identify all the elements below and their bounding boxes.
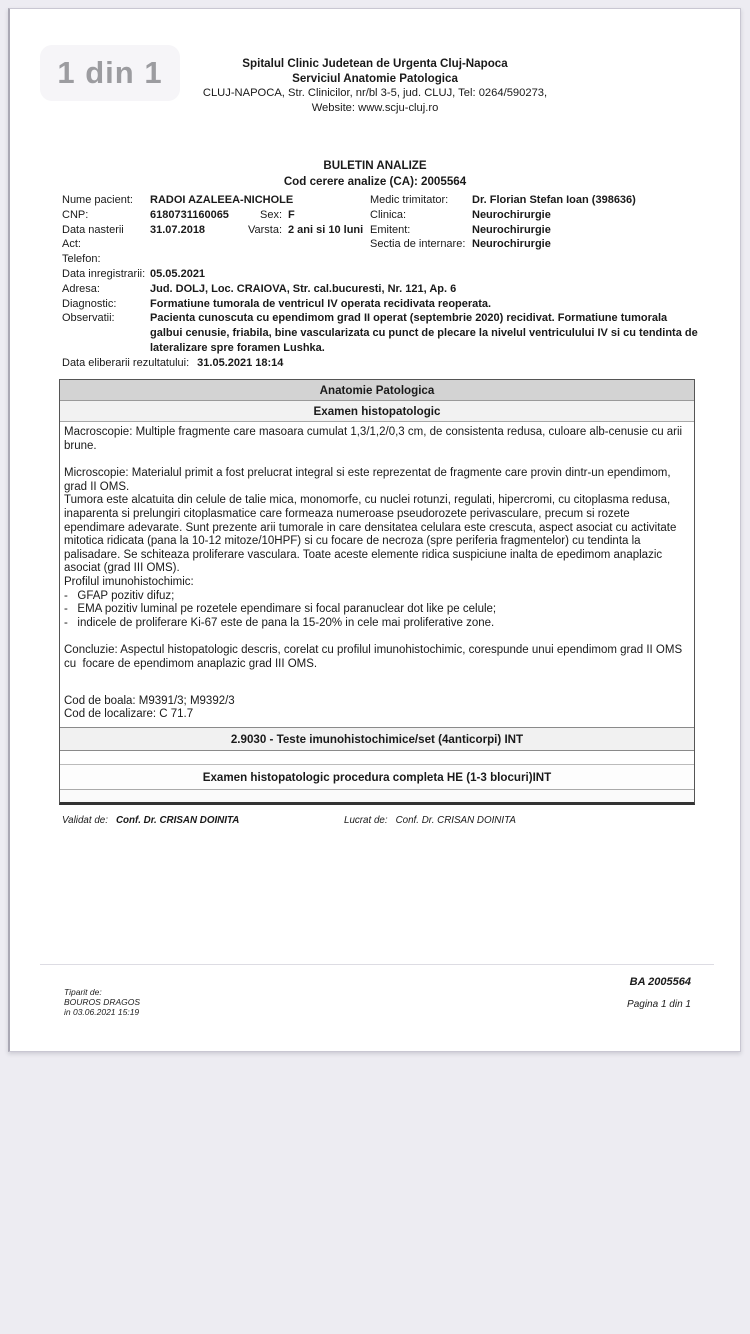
address-row: [62, 282, 702, 297]
worked-by-label: Lucrat de:: [344, 815, 388, 826]
empty-table-row: [60, 790, 694, 802]
field-label: Emitent:: [370, 223, 411, 236]
validated-by-label: Validat de:: [62, 815, 108, 826]
conclusion-paragraph: Concluzie: Aspectul histopatologic descris, corelat cu profilul imunohistochimic, corespunde unui ependimom grad II OMS cu focare de ependimom anaplazic grad III OMS.: [64, 644, 686, 670]
field-label: Data eliberarii rezultatului:: [62, 356, 190, 369]
printed-by-name: BOUROS DRAGOS: [64, 997, 141, 1007]
field-value: F: [288, 208, 295, 221]
patient-info-grid: [62, 193, 702, 371]
ihc-profile-title: Profilul imunohistochimic:: [64, 575, 194, 588]
document-page: [8, 8, 741, 1052]
printed-by-label: Tiparit de:: [64, 987, 102, 997]
diagnosis-row: [62, 297, 702, 312]
field-value: Neurochirurgie: [472, 208, 551, 221]
microscopy-paragraph-2: Tumora este alcatuita din celule de talie mica, monomorfe, cu nuclei rotunzi, regulati, hipercromi, cu citoplasma redusa, inaparenta si prelungiri citoplasmatice care formeaza numeroase pseudorozete perivasculare, precum si rozete ependimare adevarate. Sunt prezente arii tumorale in care densitatea celulara este crescuta, aspect asociat cu activitate mitotica ridicata (pana la 10-12 mitoze/10HPF) si cu focare de necroza (spre periferia fragmentelor) cu tendinta la palisadare. Se schiteaza proliferare vasculara. Toate aceste elemente ridica suspiciune inalta de epedimom anaplazic asociat (grad III OMS).: [64, 494, 680, 575]
field-label: CNP:: [62, 208, 89, 221]
spacer: [64, 453, 689, 467]
field-label: Clinica:: [370, 208, 407, 221]
worked-by: [344, 815, 516, 826]
phone-row: [62, 252, 702, 267]
field-value: 05.05.2021: [150, 267, 206, 280]
spacer: [64, 630, 689, 644]
hospital-department: Serviciul Anatomie Patologica: [292, 72, 458, 85]
field-label: Sectia de internare:: [370, 238, 466, 251]
observations-row: [62, 311, 702, 355]
referring-doctor-row: [370, 193, 702, 208]
test-row-he-procedure: Examen histopatologic procedura completa HE (1-3 blocuri)INT: [60, 765, 694, 790]
report-subsection-header: Examen histopatologic: [60, 401, 694, 422]
localization-code: Cod de localizare: C 71.7: [64, 708, 194, 721]
clinic-row: [370, 208, 702, 223]
ihc-bullet: - EMA pozitiv luminal pe rozetele ependimare si focal paranuclear dot like pe celule;: [64, 603, 497, 616]
field-value: Neurochirurgie: [472, 238, 551, 251]
issuer-row: [370, 223, 702, 238]
test-row-ihc-set: 2.9030 - Teste imunohistochimice/set (4anticorpi) INT: [60, 727, 694, 751]
field-value: Jud. DOLJ, Loc. CRAIOVA, Str. cal.bucuresti, Nr. 121, Ap. 6: [150, 282, 457, 295]
field-label: Nume pacient:: [62, 194, 133, 206]
field-value: Dr. Florian Stefan Ioan (398636): [472, 194, 636, 206]
field-value: 31.05.2021 18:14: [197, 356, 284, 369]
macroscopy-paragraph: Macroscopie: Multiple fragmente care masoara cumulat 1,3/1,2/0,3 cm, de consistenta redusa, culoare alb-cenusie cu arii brune.: [64, 426, 686, 452]
field-value: 6180731160065: [150, 208, 229, 221]
ba-code: BA 2005564: [629, 976, 691, 988]
request-code: Cod cerere analize (CA): 2005564: [283, 174, 467, 188]
spacer: [64, 672, 689, 695]
report-body: [60, 422, 694, 727]
field-label: Adresa:: [62, 282, 100, 295]
field-label: Sex:: [259, 208, 282, 221]
page-number: Pagina 1 din 1: [627, 999, 691, 1010]
admission-section-row: [370, 237, 702, 252]
field-label: Data nasterii: [62, 223, 124, 236]
field-label: Act:: [62, 238, 81, 251]
field-label: Telefon:: [62, 253, 101, 266]
footer-divider: [40, 964, 714, 965]
field-label: Observatii:: [62, 312, 115, 325]
disease-code: Cod de boala: M9391/3; M9392/3: [64, 694, 235, 707]
field-value: 2 ani si 10 luni: [288, 223, 364, 236]
field-label: Data inregistrarii:: [62, 267, 146, 280]
printed-by-block: [64, 987, 140, 1017]
hospital-website: Website: www.scju-cluj.ro: [311, 102, 439, 114]
document-title: BULETIN ANALIZE: [323, 159, 427, 172]
pathology-report-table: [59, 379, 695, 805]
worked-by-name: Conf. Dr. CRISAN DOINITA: [395, 815, 516, 826]
printed-at: in 03.06.2021 15:19: [64, 1007, 140, 1017]
release-date-row: [62, 356, 702, 371]
field-value: RADOI AZALEEA-NICHOLE: [150, 194, 294, 206]
field-value: Neurochirurgie: [472, 223, 551, 236]
field-value: Formatiune tumorala de ventricul IV operata recidivata reoperata.: [150, 297, 492, 310]
field-label: Diagnostic:: [62, 297, 117, 310]
page-count-badge: 1 din 1: [40, 45, 180, 101]
hospital-name: Spitalul Clinic Judetean de Urgenta Cluj-Napoca: [242, 57, 508, 70]
report-section-header: Anatomie Patologica: [60, 380, 694, 401]
ihc-bullet: - indicele de proliferare Ki-67 este de pana la 15-20% in cele mai proliferative zone.: [64, 616, 495, 629]
field-label: Varsta:: [247, 223, 282, 236]
field-value: 31.07.2018: [150, 223, 206, 236]
empty-table-row: [60, 751, 694, 765]
microscopy-paragraph-1: Microscopie: Materialul primit a fost prelucrat integral si este reprezentat de fragmente care provin dintr-un ependimom, grad II OMS.: [64, 467, 674, 493]
referral-info-column: [370, 193, 702, 252]
field-value: Pacienta cunoscuta cu ependimom grad II operat (septembrie 2020) recidivat. Formatiune tumorala galbui cenusie, friabila, bine vascularizata cu punct de plecare la nivelul ventriculului IV si cu tendinta de lateralizare spre foramen Lushka.: [150, 312, 698, 354]
validated-by: [62, 815, 239, 826]
validated-by-name: Conf. Dr. CRISAN DOINITA: [115, 815, 240, 826]
document-title-block: [10, 158, 740, 189]
hospital-header: [10, 56, 740, 116]
hospital-address: CLUJ-NAPOCA, Str. Clinicilor, nr/bl 3-5, jud. CLUJ, Tel: 0264/590273,: [202, 87, 548, 99]
registration-date-row: [62, 267, 702, 282]
field-label: Medic trimitator:: [370, 194, 449, 206]
ihc-bullet: - GFAP pozitiv difuz;: [64, 589, 175, 602]
